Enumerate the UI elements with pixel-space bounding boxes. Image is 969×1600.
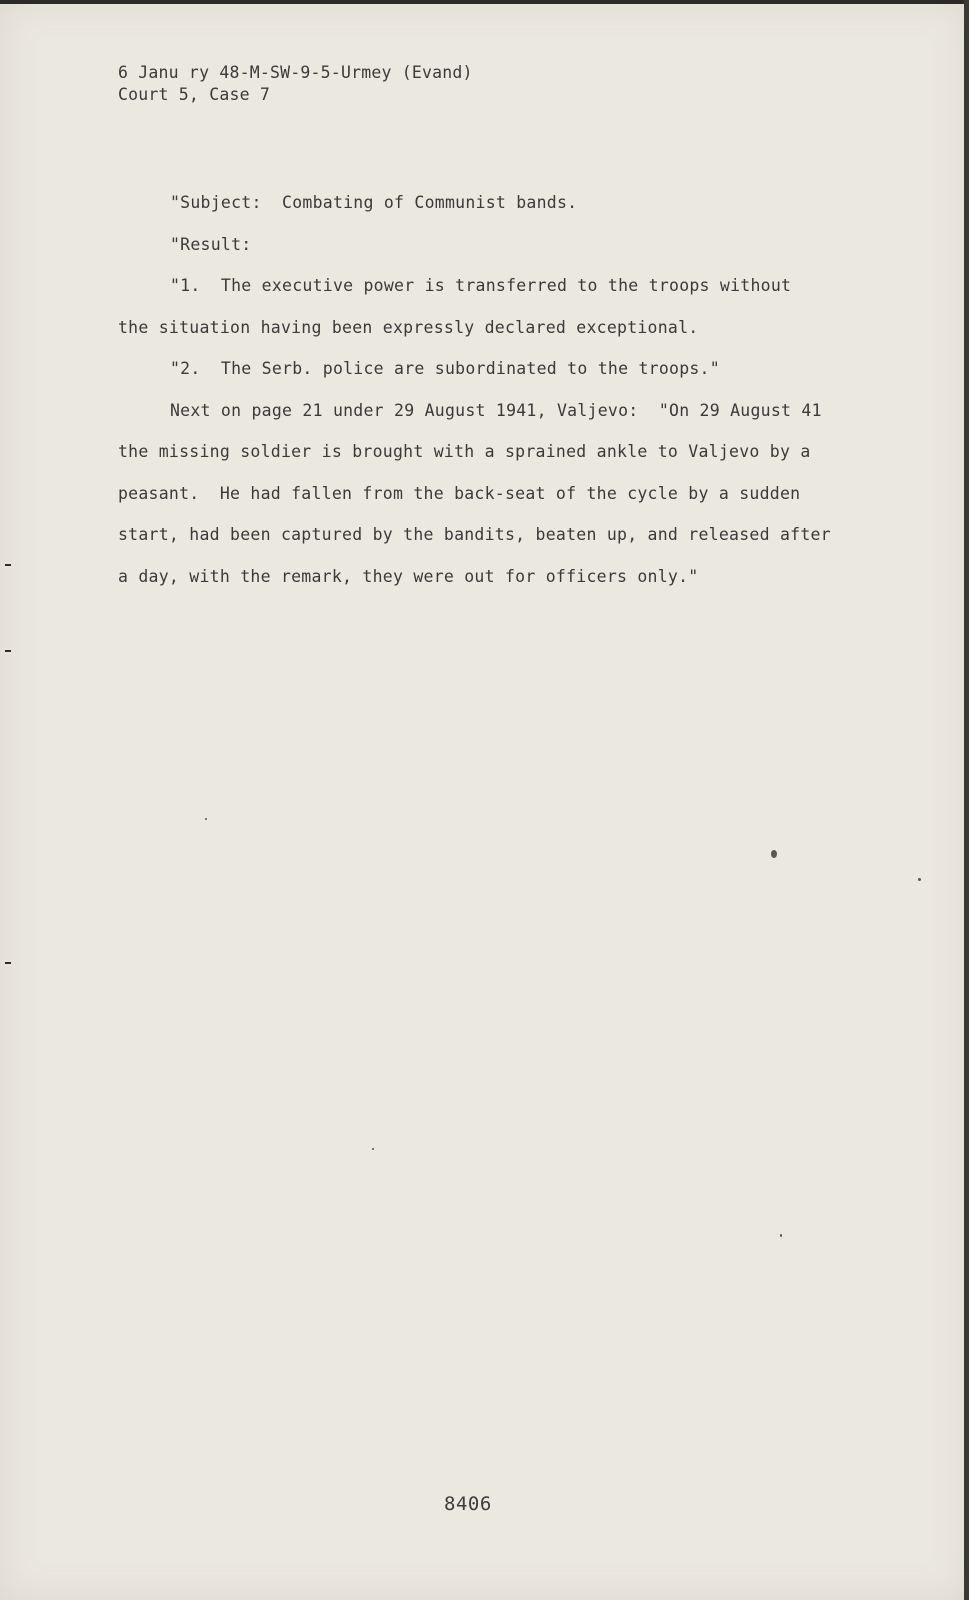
scan-edge-top	[0, 0, 969, 4]
body-line: the missing soldier is brought with a sprained ankle to Valjevo by a	[118, 442, 811, 461]
margin-mark	[5, 564, 11, 566]
body-line: start, had been captured by the bandits, beaten up, and released after	[118, 525, 831, 544]
header-date-reference: 6 Janu ry 48-M-SW-9-5-Urmey (Evand)	[118, 63, 473, 82]
body-line: "2. The Serb. police are subordinated to the troops."	[170, 359, 720, 378]
body-line: "1. The executive power is transferred to the troops without	[170, 276, 792, 295]
margin-mark	[5, 962, 11, 964]
margin-mark	[5, 650, 11, 652]
document-header	[118, 62, 473, 106]
scan-edge-right	[964, 0, 969, 1600]
page-number: 8406	[444, 1493, 492, 1515]
paper-speck	[771, 850, 777, 858]
body-line: Next on page 21 under 29 August 1941, Valjevo: "On 29 August 41	[170, 400, 822, 420]
body-line: peasant. He had fallen from the back-seat of the cycle by a sudden	[118, 483, 801, 503]
body-line: the situation having been expressly declared exceptional.	[118, 317, 699, 337]
document-body	[118, 182, 848, 597]
body-line: a day, with the remark, they were out for officers only."	[118, 566, 699, 586]
header-court-case: Court 5, Case 7	[118, 85, 271, 104]
paper-speck	[918, 878, 921, 881]
paper-speck	[205, 818, 207, 820]
paper-speck	[780, 1234, 782, 1237]
paper-speck	[372, 1148, 374, 1150]
body-line: "Subject: Combating of Communist bands.	[170, 193, 578, 212]
body-line: "Result:	[170, 234, 252, 254]
